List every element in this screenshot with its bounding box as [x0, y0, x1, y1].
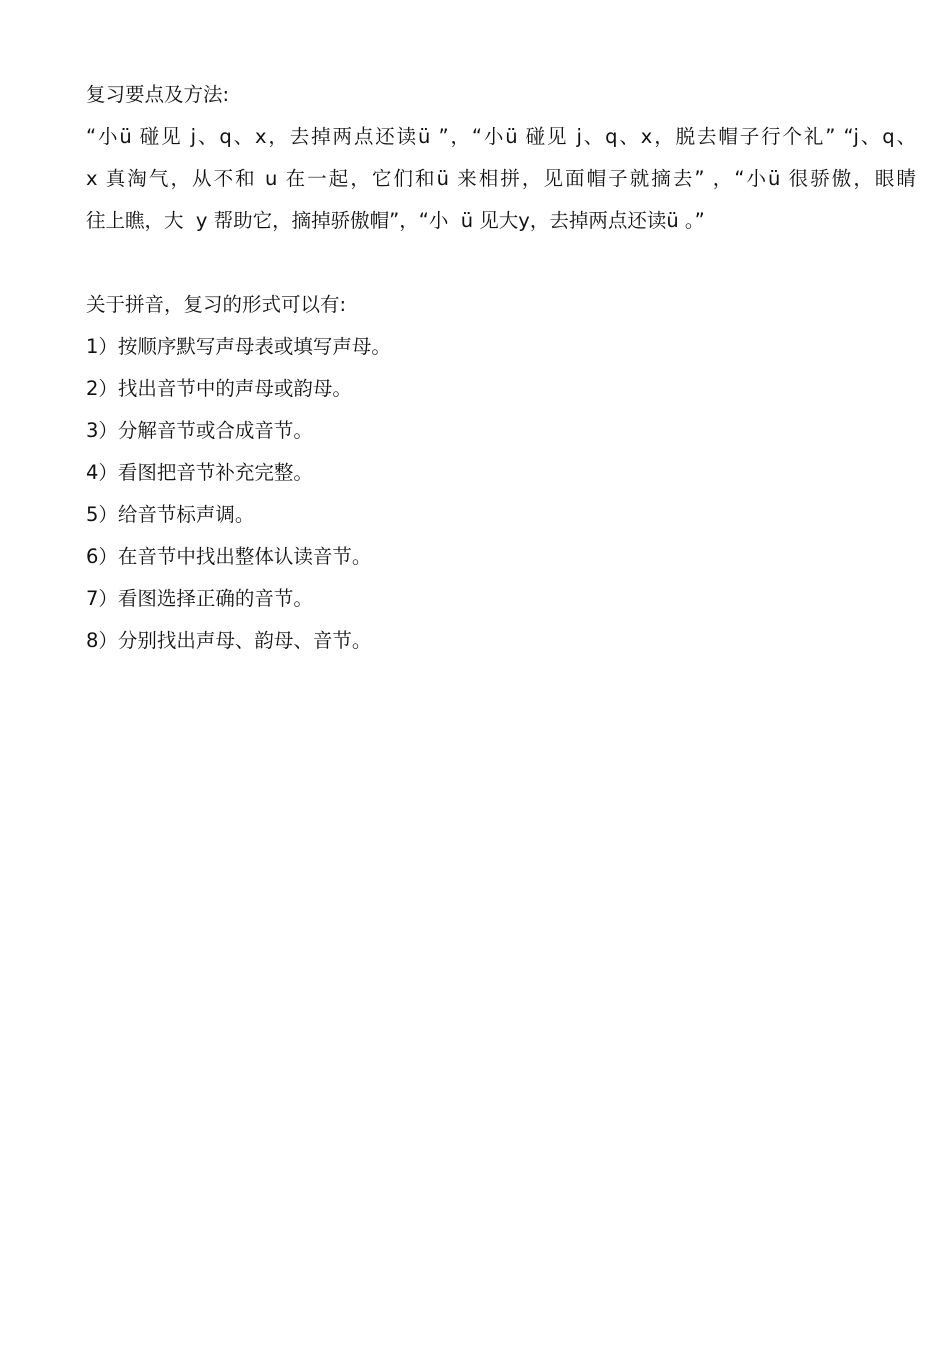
list-item-1: 1）按顺序默写声母表或填写声母。 [86, 335, 391, 358]
list-item-8: 8）分别找出声母、韵母、音节。 [86, 629, 372, 652]
list-item-2: 2）找出音节中的声母或韵母。 [86, 377, 352, 400]
paragraph-line-1: “小ü 碰见 j、q、x，去掉两点还读ü ”，“小ü 碰见 j、q、x，脱去帽子行个礼” “j、q、 [86, 125, 916, 148]
paragraph-line-2: x 真淘气，从不和 u 在一起，它们和ü 来相拼，见面帽子就摘去” ，“小ü 很骄傲，眼睛 [86, 167, 916, 190]
section-heading-pinyin-forms: 关于拼音，复习的形式可以有: [86, 293, 347, 316]
list-item-7: 7）看图选择正确的音节。 [86, 587, 313, 610]
section-spacer [86, 242, 916, 284]
list-item-6: 6）在音节中找出整体认读音节。 [86, 545, 372, 568]
list-item-3: 3）分解音节或合成音节。 [86, 419, 313, 442]
paragraph-line-3: 往上瞧，大 y 帮助它，摘掉骄傲帽”，“小 ü 见大y，去掉两点还读ü 。” [86, 209, 705, 232]
document-page [86, 74, 916, 662]
section-heading-review-points: 复习要点及方法: [86, 83, 230, 106]
list-item-5: 5）给音节标声调。 [86, 503, 255, 526]
list-item-4: 4）看图把音节补充完整。 [86, 461, 313, 484]
